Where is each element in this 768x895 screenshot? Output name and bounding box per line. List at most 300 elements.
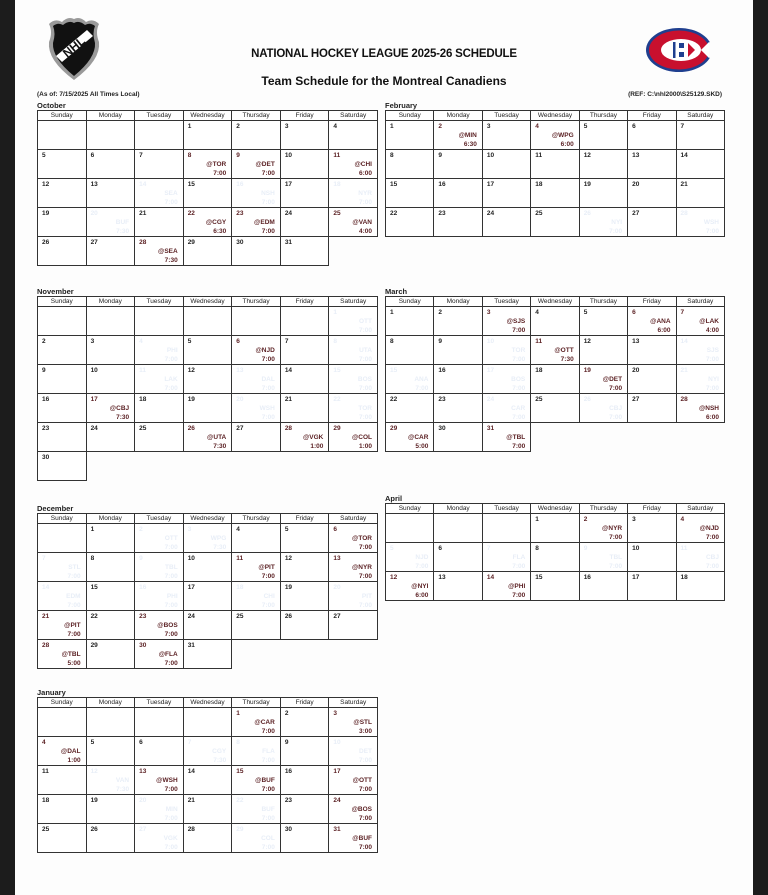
game-time: 7:00 [358, 385, 372, 392]
day-number: 17 [333, 768, 341, 775]
month-calendar [385, 110, 725, 237]
month-label: October [37, 101, 66, 110]
game-time: 6:30 [213, 228, 227, 235]
day-number: 20 [90, 210, 98, 217]
home-game-cell [329, 307, 378, 336]
day-cell [676, 572, 724, 601]
day-number: 20 [333, 584, 341, 591]
home-game-cell [232, 365, 281, 394]
day-number: 10 [486, 152, 495, 159]
home-game-cell [676, 336, 724, 365]
opponent: @COL [351, 434, 372, 441]
day-number: 15 [535, 574, 543, 581]
away-game-cell [135, 766, 184, 795]
day-number: 27 [632, 210, 640, 217]
day-cell [628, 150, 676, 179]
weekday-header: Friday [628, 297, 676, 307]
day-number: 15 [390, 367, 398, 374]
day-number: 22 [390, 210, 398, 217]
game-time: 6:00 [657, 327, 671, 334]
day-cell [579, 307, 627, 336]
game-time: 6:00 [705, 414, 719, 421]
away-game-cell [329, 208, 378, 237]
day-number: 1 [187, 123, 192, 130]
day-cell [434, 423, 482, 452]
outside-cell [579, 423, 627, 452]
home-game-cell [232, 737, 281, 766]
day-cell [38, 208, 87, 237]
day-number: 2 [236, 123, 240, 130]
game-time: 7:00 [415, 385, 429, 392]
game-time: 7:00 [705, 534, 719, 541]
weekday-header: Friday [280, 111, 329, 121]
week-row [38, 237, 378, 266]
home-game-cell [579, 394, 627, 423]
day-number: 30 [438, 425, 446, 432]
day-number: 8 [390, 152, 394, 159]
opponent: @PIT [64, 622, 81, 629]
weekday-header: Wednesday [531, 111, 579, 121]
day-number: 5 [390, 545, 394, 552]
game-time: 7:00 [164, 544, 178, 551]
game-time: 7:00 [261, 786, 275, 793]
day-cell [434, 336, 482, 365]
day-number: 8 [333, 338, 337, 345]
day-number: 1 [90, 526, 95, 533]
day-number: 24 [486, 210, 495, 217]
opponent: @TBL [61, 651, 81, 658]
day-number: 29 [90, 642, 98, 649]
day-cell [579, 121, 627, 150]
day-cell [38, 824, 87, 853]
day-cell [38, 150, 87, 179]
day-cell [38, 795, 87, 824]
day-number: 7 [486, 545, 491, 552]
day-number: 5 [284, 526, 289, 533]
day-number: 13 [632, 338, 640, 345]
day-number: 14 [486, 574, 495, 581]
day-number: 17 [284, 181, 293, 188]
week-row [38, 365, 378, 394]
game-time: 7:00 [164, 385, 178, 392]
opponent: @MIN [458, 132, 477, 139]
opponent: BOS [357, 376, 372, 383]
month-november [37, 287, 378, 481]
weekday-header: Wednesday [183, 111, 232, 121]
outside-cell [329, 452, 378, 481]
opponent: @NJD [255, 347, 275, 354]
opponent: @CGY [205, 219, 227, 226]
day-cell [280, 121, 329, 150]
game-time: 4:00 [358, 228, 372, 235]
day-cell [676, 179, 724, 208]
day-cell [280, 737, 329, 766]
game-time: 7:00 [261, 356, 275, 363]
opponent: WPG [210, 535, 227, 542]
game-time: 7:00 [358, 815, 372, 822]
day-cell [38, 179, 87, 208]
weekday-header: Sunday [38, 698, 87, 708]
day-cell [329, 611, 378, 640]
day-number: 30 [284, 826, 293, 833]
day-number: 15 [333, 367, 341, 374]
day-number: 14 [284, 367, 293, 374]
day-cell [579, 179, 627, 208]
day-cell [38, 237, 87, 266]
day-number: 6 [90, 152, 95, 159]
day-cell [386, 307, 434, 336]
day-number: 28 [187, 826, 195, 833]
week-row [38, 336, 378, 365]
day-cell [676, 121, 724, 150]
game-time: 6:00 [415, 592, 429, 599]
day-number: 10 [486, 338, 495, 345]
month-december [37, 504, 378, 669]
day-number: 13 [90, 181, 98, 188]
day-number: 21 [680, 367, 688, 374]
day-cell [628, 179, 676, 208]
home-game-cell [676, 365, 724, 394]
weekday-header: Sunday [38, 111, 87, 121]
home-game-cell [579, 543, 627, 572]
blank-day-cell [135, 307, 184, 336]
day-cell [280, 795, 329, 824]
day-number: 6 [333, 526, 337, 533]
day-number: 17 [187, 584, 195, 591]
day-number: 15 [90, 584, 98, 591]
day-number: 25 [139, 425, 147, 432]
day-number: 22 [90, 613, 98, 620]
day-number: 12 [90, 768, 98, 775]
day-cell [579, 336, 627, 365]
day-cell [86, 179, 135, 208]
day-cell [531, 543, 579, 572]
day-number: 23 [236, 210, 244, 217]
page-subtitle: Team Schedule for the Montreal Canadiens [261, 74, 507, 88]
day-cell [434, 365, 482, 394]
game-time: 5:00 [415, 443, 429, 450]
day-cell [434, 208, 482, 237]
blank-day-cell [434, 514, 482, 543]
day-cell [280, 336, 329, 365]
game-time: 6:30 [463, 141, 477, 148]
month-label: February [385, 101, 418, 110]
game-time: 7:00 [164, 631, 178, 638]
opponent: @OTT [352, 777, 372, 784]
day-number: 21 [680, 181, 688, 188]
day-number: 14 [139, 181, 147, 188]
day-cell [531, 394, 579, 423]
day-number: 1 [333, 309, 337, 316]
day-number: 11 [535, 338, 543, 345]
weekday-header: Tuesday [135, 514, 184, 524]
opponent: @TBL [506, 434, 526, 441]
week-row [386, 150, 725, 179]
day-number: 4 [236, 526, 240, 533]
day-number: 26 [583, 210, 591, 217]
game-time: 7:00 [261, 815, 275, 822]
opponent: NYI [611, 219, 623, 226]
day-number: 4 [333, 123, 337, 130]
blank-day-cell [38, 524, 87, 553]
day-number: 5 [187, 338, 192, 345]
opponent: @EDM [254, 219, 275, 226]
day-cell [434, 543, 482, 572]
day-cell [38, 423, 87, 452]
weekday-header: Wednesday [531, 504, 579, 514]
day-cell [135, 208, 184, 237]
weekday-header: Tuesday [135, 297, 184, 307]
blank-day-cell [232, 307, 281, 336]
blank-day-cell [86, 708, 135, 737]
home-game-cell [329, 582, 378, 611]
away-game-cell [183, 423, 232, 452]
day-cell [135, 423, 184, 452]
game-time: 7:00 [705, 356, 719, 363]
opponent: EDM [66, 593, 81, 600]
day-number: 17 [486, 181, 495, 188]
opponent: @WSH [156, 777, 178, 784]
day-cell [531, 208, 579, 237]
opponent: CHI [263, 593, 275, 600]
day-number: 30 [236, 239, 244, 246]
weekday-header: Wednesday [183, 698, 232, 708]
opponent: SJS [706, 347, 719, 354]
day-number: 14 [680, 338, 688, 345]
away-game-cell [183, 208, 232, 237]
day-cell [183, 611, 232, 640]
day-number: 8 [90, 555, 95, 562]
day-cell [386, 208, 434, 237]
outside-cell [183, 452, 232, 481]
game-time: 7:00 [358, 602, 372, 609]
week-row [38, 179, 378, 208]
game-time: 7:00 [358, 786, 372, 793]
weekday-header: Monday [86, 698, 135, 708]
day-number: 31 [486, 425, 495, 432]
day-cell [434, 179, 482, 208]
day-cell [86, 553, 135, 582]
day-number: 13 [632, 152, 640, 159]
day-number: 16 [139, 584, 147, 591]
opponent: @NJD [699, 525, 719, 532]
away-game-cell [86, 394, 135, 423]
day-number: 16 [583, 574, 591, 581]
home-game-cell [386, 543, 434, 572]
game-time: 7:00 [609, 534, 623, 541]
game-time: 7:00 [67, 631, 81, 638]
day-cell [38, 452, 87, 481]
home-game-cell [135, 179, 184, 208]
weekday-header: Monday [86, 111, 135, 121]
day-number: 1 [390, 309, 394, 316]
outside-cell [135, 452, 184, 481]
day-number: 19 [187, 396, 195, 403]
day-cell [135, 150, 184, 179]
day-cell [280, 582, 329, 611]
day-number: 28 [680, 396, 688, 403]
day-cell [86, 365, 135, 394]
day-number: 6 [632, 309, 636, 316]
day-number: 18 [236, 584, 244, 591]
weekday-header: Friday [280, 698, 329, 708]
day-number: 28 [680, 210, 688, 217]
day-cell [86, 336, 135, 365]
day-number: 12 [390, 574, 398, 581]
game-time: 7:00 [164, 573, 178, 580]
day-cell [280, 611, 329, 640]
home-game-cell [135, 524, 184, 553]
game-time: 7:00 [358, 327, 372, 334]
day-number: 8 [390, 338, 394, 345]
month-calendar [37, 513, 378, 669]
opponent: STL [68, 564, 81, 571]
day-number: 23 [438, 396, 446, 403]
day-number: 23 [42, 425, 50, 432]
day-cell [38, 365, 87, 394]
game-time: 7:00 [415, 563, 429, 570]
opponent: NYR [358, 190, 372, 197]
opponent: SEA [164, 190, 178, 197]
week-row [38, 582, 378, 611]
day-number: 19 [583, 181, 591, 188]
opponent: DET [359, 748, 372, 755]
weekday-header: Monday [434, 111, 482, 121]
day-cell [38, 394, 87, 423]
day-number: 21 [42, 613, 50, 620]
game-time: 7:00 [67, 602, 81, 609]
away-game-cell [232, 553, 281, 582]
opponent: OTT [359, 318, 372, 325]
day-number: 2 [139, 526, 143, 533]
opponent: FLA [262, 748, 275, 755]
week-row [38, 307, 378, 336]
weekday-header: Sunday [38, 514, 87, 524]
day-cell [386, 179, 434, 208]
day-number: 14 [42, 584, 50, 591]
day-number: 30 [42, 454, 50, 461]
day-cell [86, 611, 135, 640]
week-row [386, 336, 725, 365]
day-number: 9 [139, 555, 143, 562]
away-game-cell [232, 336, 281, 365]
away-game-cell [38, 737, 87, 766]
day-cell [628, 365, 676, 394]
home-game-cell [329, 394, 378, 423]
home-game-cell [38, 582, 87, 611]
home-game-cell [135, 824, 184, 853]
game-time: 7:00 [164, 356, 178, 363]
away-game-cell [183, 150, 232, 179]
blank-day-cell [482, 514, 530, 543]
day-number: 28 [284, 425, 293, 432]
home-game-cell [183, 524, 232, 553]
month-calendar [37, 697, 378, 853]
day-number: 9 [42, 367, 46, 374]
day-number: 11 [139, 367, 146, 374]
game-time: 7:00 [705, 228, 719, 235]
game-time: 7:00 [261, 228, 275, 235]
opponent: ANA [414, 376, 429, 383]
game-time: 7:00 [609, 228, 623, 235]
day-number: 7 [680, 309, 685, 316]
opponent: @DET [602, 376, 623, 383]
outside-cell [232, 640, 281, 669]
game-time: 7:00 [609, 385, 623, 392]
day-cell [38, 336, 87, 365]
day-number: 8 [236, 739, 240, 746]
day-cell [86, 582, 135, 611]
day-cell [280, 394, 329, 423]
opponent: @TOR [206, 161, 227, 168]
day-cell [329, 121, 378, 150]
weekday-header: Saturday [329, 297, 378, 307]
game-time: 5:00 [67, 660, 81, 667]
day-number: 23 [284, 797, 293, 804]
opponent: PHI [166, 593, 178, 600]
week-row [38, 824, 378, 853]
day-number: 6 [438, 545, 443, 552]
day-cell [280, 524, 329, 553]
opponent: VAN [115, 777, 130, 784]
day-number: 29 [390, 425, 398, 432]
day-cell [280, 553, 329, 582]
day-cell [434, 307, 482, 336]
weekday-header: Friday [628, 504, 676, 514]
outside-cell [232, 452, 281, 481]
day-cell [531, 365, 579, 394]
opponent: @PHI [508, 583, 526, 590]
day-cell [86, 524, 135, 553]
game-time: 7:30 [213, 757, 227, 764]
day-number: 30 [139, 642, 147, 649]
weekday-header: Saturday [329, 111, 378, 121]
day-cell [86, 237, 135, 266]
day-number: 2 [42, 338, 46, 345]
day-cell [232, 121, 281, 150]
opponent: @NYI [411, 583, 429, 590]
away-game-cell [38, 640, 87, 669]
game-time: 7:00 [609, 563, 623, 570]
day-cell [434, 572, 482, 601]
day-number: 25 [333, 210, 341, 217]
day-number: 25 [535, 396, 543, 403]
game-time: 7:00 [261, 602, 275, 609]
week-row [386, 514, 725, 543]
day-number: 11 [42, 768, 49, 775]
day-number: 21 [139, 210, 147, 217]
day-cell [280, 824, 329, 853]
day-cell [280, 179, 329, 208]
game-time: 7:00 [261, 414, 275, 421]
week-row [386, 572, 725, 601]
game-time: 7:00 [164, 602, 178, 609]
game-time: 7:00 [358, 199, 372, 206]
day-number: 5 [583, 123, 588, 130]
weekday-header: Monday [86, 297, 135, 307]
away-game-cell [232, 208, 281, 237]
day-number: 26 [90, 826, 98, 833]
week-row [38, 611, 378, 640]
day-cell [86, 795, 135, 824]
day-cell [183, 766, 232, 795]
home-game-cell [329, 365, 378, 394]
away-game-cell [531, 336, 579, 365]
day-number: 26 [583, 396, 591, 403]
month-april [385, 494, 725, 601]
game-time: 7:00 [164, 660, 178, 667]
day-number: 8 [187, 152, 192, 159]
